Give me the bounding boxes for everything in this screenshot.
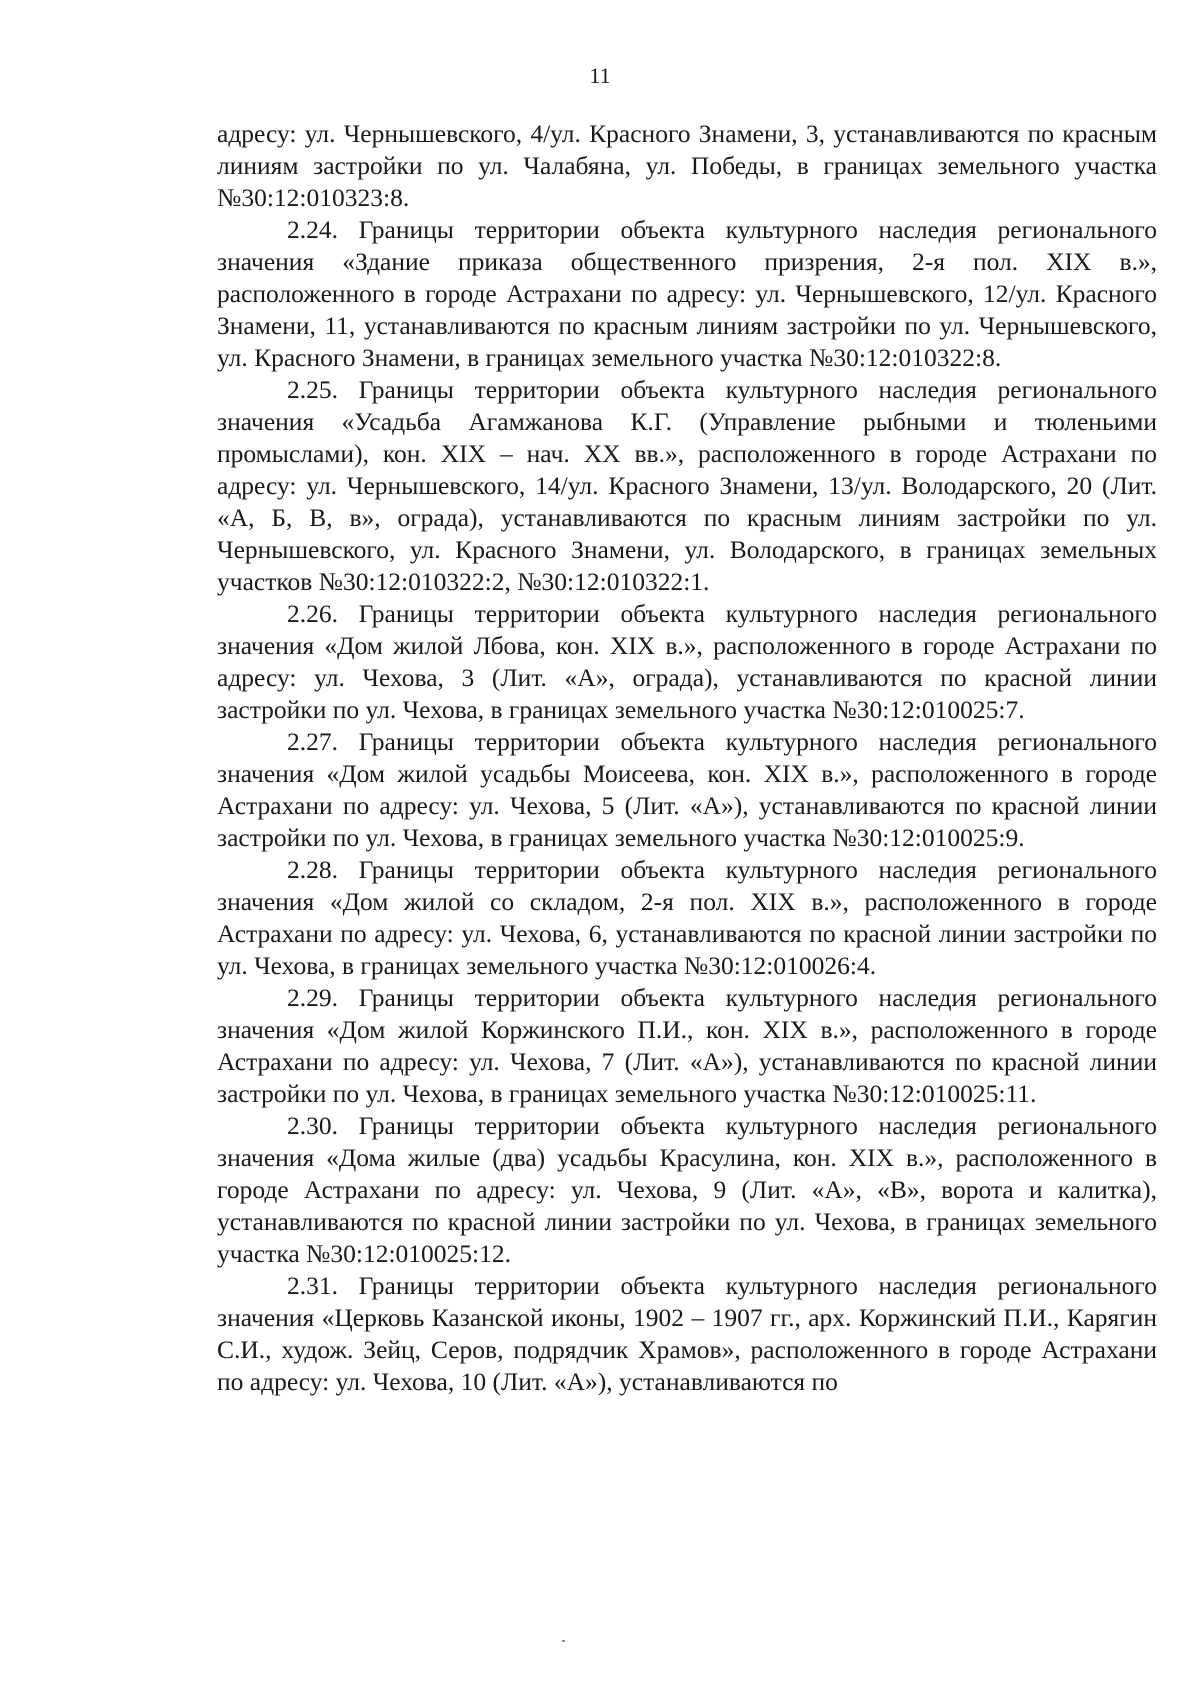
paragraph-2-30: 2.30. Границы территории объекта культурного наследия регионального значения «Дома жилые (два) усадьбы Красулина, кон. XIX в.», расположенного в городе Астрахани по адресу: ул. Чехова, 9 (Лит. «А», «В», ворота и калитка), устанавливаются по красной линии застройки по ул. Чехова, в границах земельного участка №30:12:010025:12. (217, 1111, 1157, 1268)
paragraph-2-27: 2.27. Границы территории объекта культурного наследия регионального значения «Дом жилой усадьбы Моисеева, кон. XIX в.», расположенного в городе Астрахани по адресу: ул. Чехова, 5 (Лит. «А»), устанавливаются по красной линии застройки по ул. Чехова, в границах земельного участка №30:12:010025:9. (217, 727, 1157, 852)
paragraph-2-29: 2.29. Границы территории объекта культурного наследия регионального значения «Дом жилой Коржинского П.И., кон. XIX в.», расположенного в городе Астрахани по адресу: ул. Чехова, 7 (Лит. «А»), устанавливаются по красной линии застройки по ул. Чехова, в границах земельного участка №30:12:010025:11. (217, 983, 1157, 1108)
paragraph-2-28: 2.28. Границы территории объекта культурного наследия регионального значения «Дом жилой со складом, 2-я пол. XIX в.», расположенного в городе Астрахани по адресу: ул. Чехова, 6, устанавливаются по красной линии застройки по ул. Чехова, в границах земельного участка №30:12:010026:4. (217, 855, 1157, 980)
paragraph-2-24: 2.24. Границы территории объекта культурного наследия регионального значения «Здание приказа общественного призрения, 2-я пол. XIX в.», расположенного в городе Астрахани по адресу: ул. Чернышевского, 12/ул. Красного Знамени, 11, устанавливаются по красным линиям застройки по ул. Чернышевского, ул. Красного Знамени, в границах земельного участка №30:12:010322:8. (217, 215, 1157, 372)
paragraph-2-31: 2.31. Границы территории объекта культурного наследия регионального значения «Церковь Казанской иконы, 1902 – 1907 гг., арх. Коржинский П.И., Карягин С.И., худож. Зейц, Серов, подрядчик Храмов», расположенного в городе Астрахани по адресу: ул. Чехова, 10 (Лит. «А»), устанавливаются по (217, 1271, 1157, 1396)
paragraph-2-25: 2.25. Границы территории объекта культурного наследия регионального значения «Усадьба Агамжанова К.Г. (Управление рыбными и тюленьими промыслами), кон. XIX – нач. XX вв.», расположенного в городе Астрахани по адресу: ул. Чернышевского, 14/ул. Красного Знамени, 13/ул. Володарского, 20 (Лит. «А, Б, В, в», ограда), устанавливаются по красным линиям застройки по ул. Чернышевского, ул. Красного Знамени, ул. Володарского, в границах земельных участков №30:12:010322:2, №30:12:010322:1. (217, 375, 1157, 596)
paragraph-continued: адресу: ул. Чернышевского, 4/ул. Красного Знамени, 3, устанавливаются по красным линиям застройки по ул. Чалабяна, ул. Победы, в границах земельного участка №30:12:010323:8. (217, 119, 1157, 212)
scan-speck (562, 1640, 565, 1642)
paragraph-2-26: 2.26. Границы территории объекта культурного наследия регионального значения «Дом жилой Лбова, кон. XIX в.», расположенного в городе Астрахани по адресу: ул. Чехова, 3 (Лит. «А», ограда), устанавливаются по красной линии застройки по ул. Чехова, в границах земельного участка №30:12:010025:7. (217, 599, 1157, 724)
page-number: 11 (589, 63, 611, 88)
document-body (217, 118, 1157, 1398)
